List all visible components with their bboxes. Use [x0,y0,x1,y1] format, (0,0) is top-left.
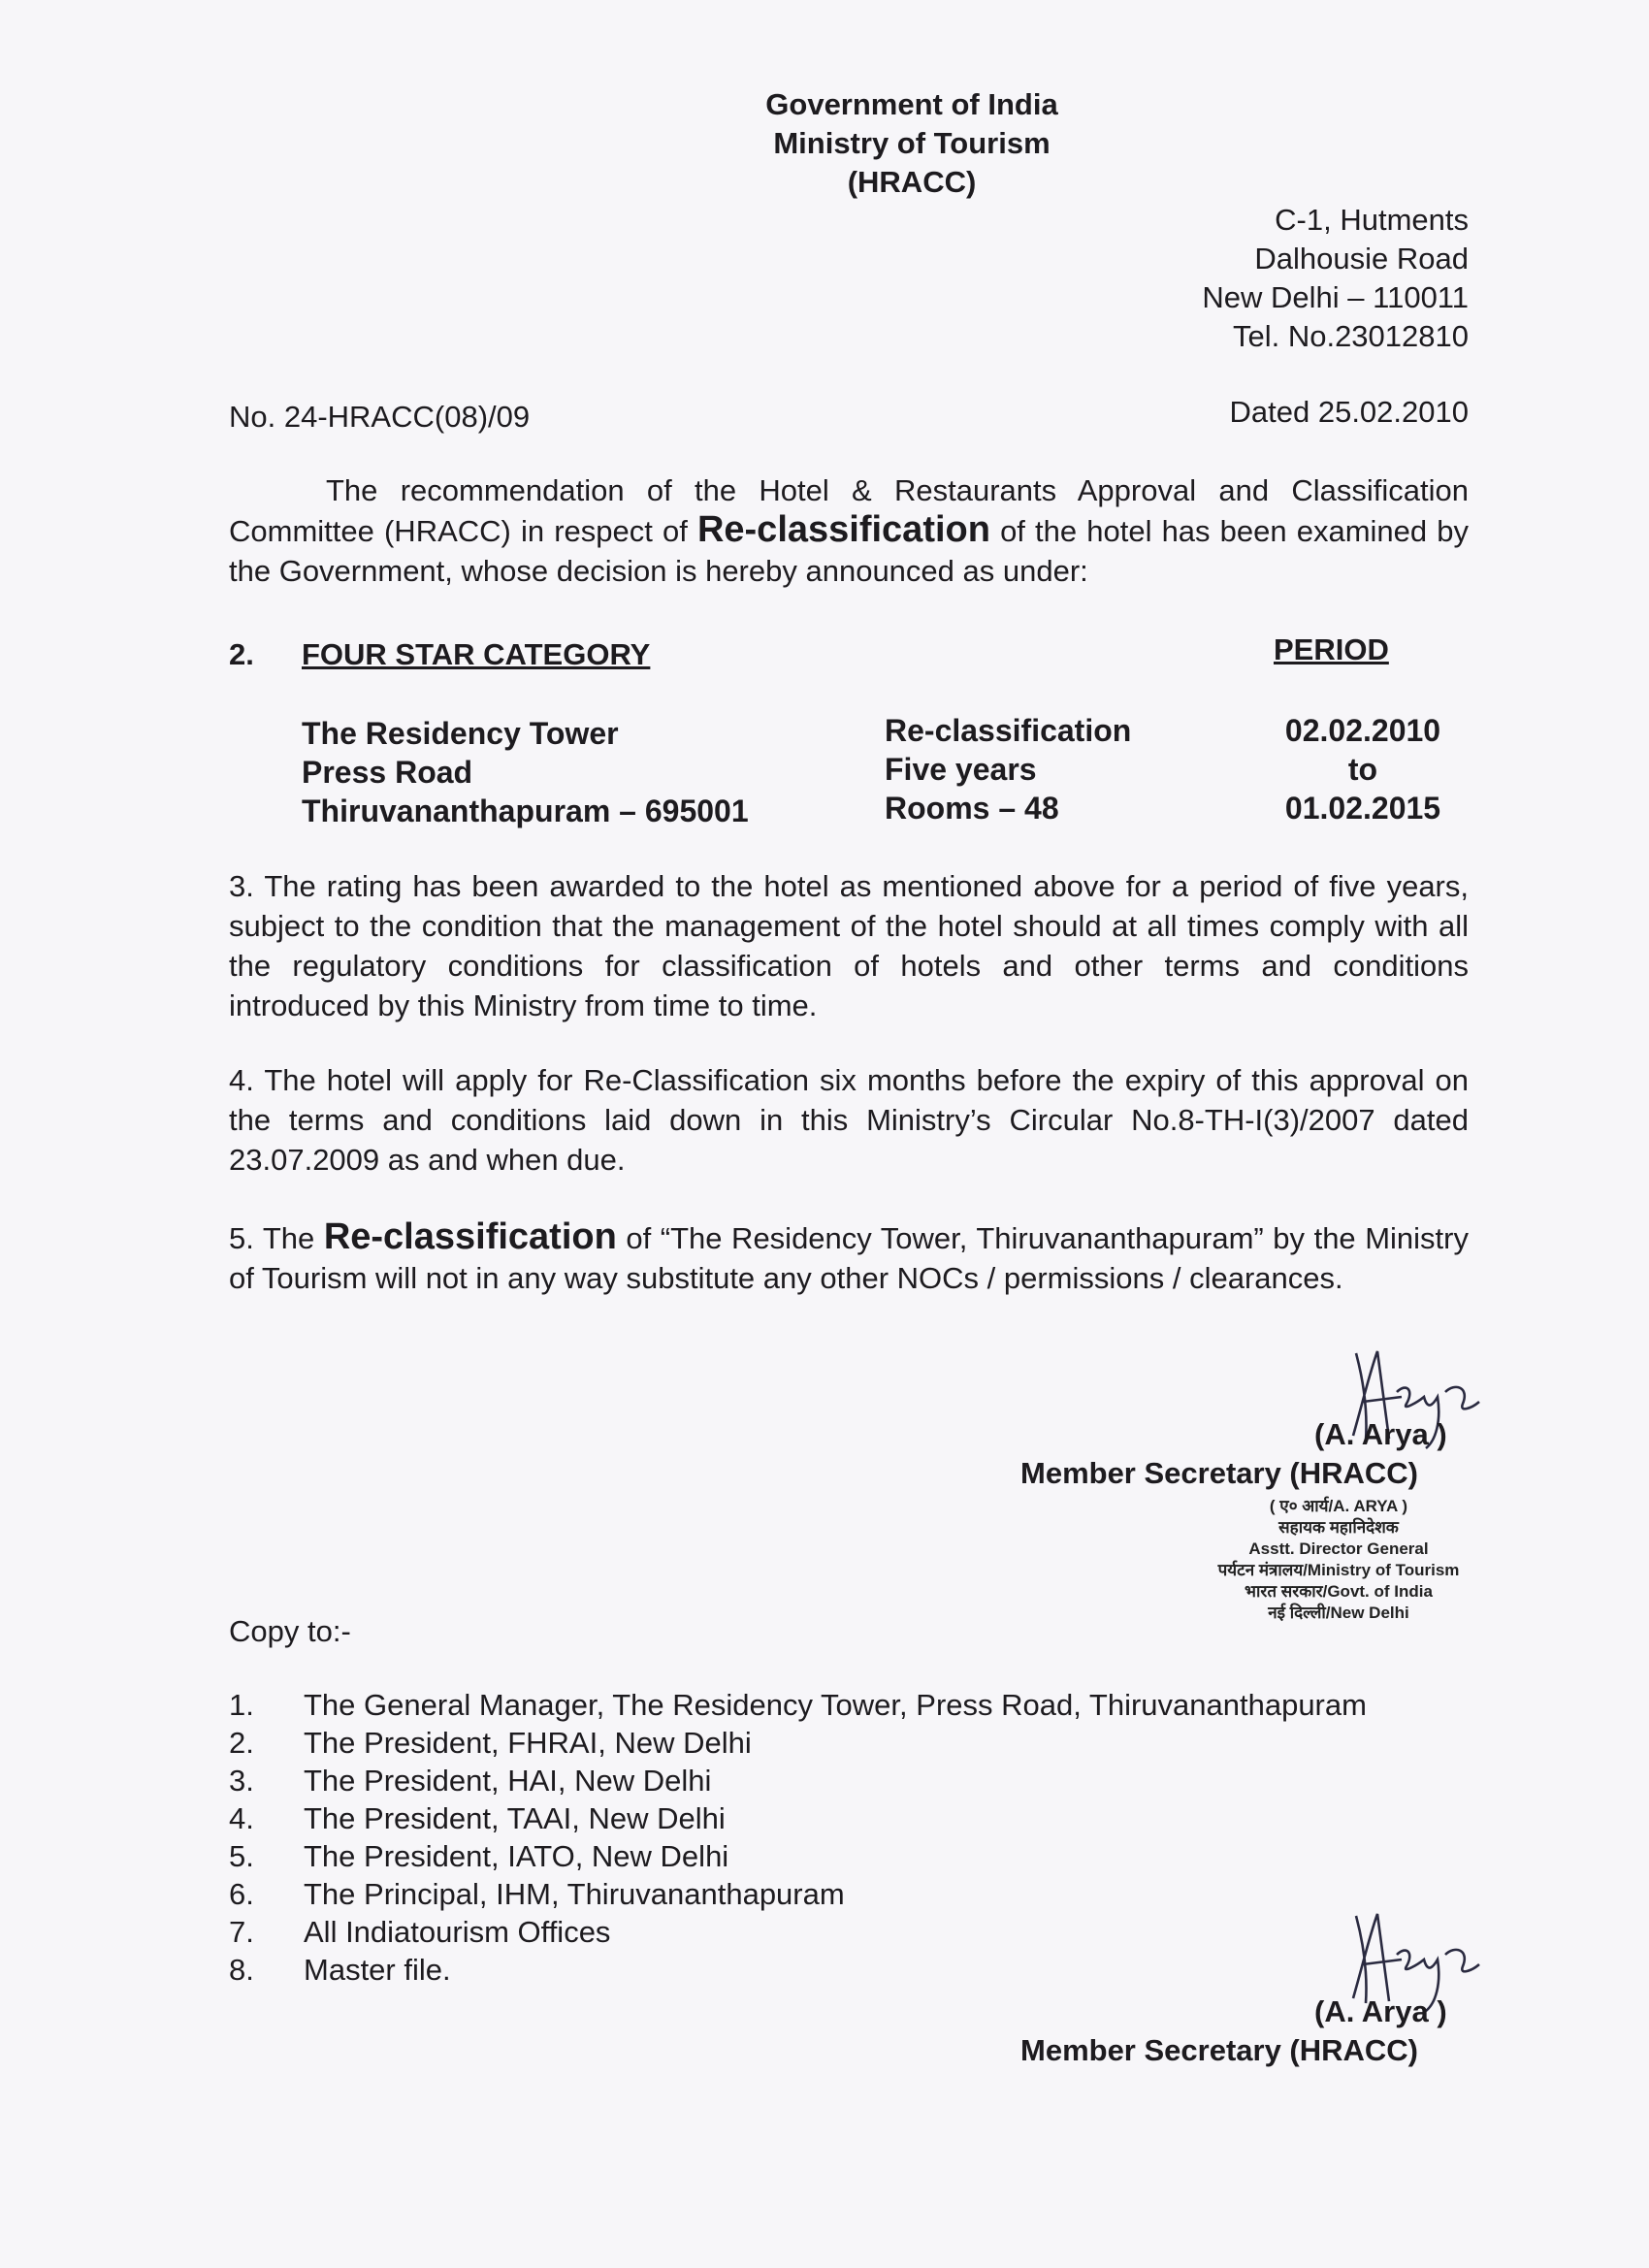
official-stamp [1154,1496,1523,1624]
list-item-text: All Indiatourism Offices [304,1915,611,1949]
address-line-1: C-1, Hutments [1275,203,1469,237]
intro-paragraph [229,470,1469,591]
list-item-number: 3. [229,1764,254,1798]
list-item-text: The General Manager, The Residency Tower, Press Road, Thiruvananthapuram [304,1688,1367,1722]
hotel-name: The Residency Tower [302,716,619,751]
address-line-3: New Delhi – 110011 [1202,280,1469,314]
classification-duration: Five years [885,752,1037,787]
list-item [229,1837,1367,1875]
period-to: to [1347,752,1378,787]
header-ministry: Ministry of Tourism [773,126,1051,160]
signature-1-name: (A. Arya ) [1314,1417,1447,1451]
paragraph-4: 4. The hotel will apply for Re-Classification six months before the expiry of this approval on the terms and conditions laid down in this Ministry’s Circular No.8-TH-I(3)/2007 dated 23.07.2009 as and when due. [229,1063,1469,1177]
classification-type: Re-classification [885,713,1132,748]
section-2-category: FOUR STAR CATEGORY [302,637,651,671]
copy-to-list [229,1686,1367,1989]
paragraph-3: 3. The rating has been awarded to the hotel as mentioned above for a period of five years, subject to the condition that the management of the hotel should at all times comply with all the regulatory conditions for classification of hotels and other terms and conditions introduced by this Ministry from time to time. [229,869,1469,1022]
list-item-text: The Principal, IHM, Thiruvananthapuram [304,1877,845,1911]
letter-date: Dated 25.02.2010 [1229,395,1469,429]
stamp-line-4: पर्यटन मंत्रालय/Ministry of Tourism [1217,1561,1460,1579]
header-committee: (HRACC) [847,165,977,199]
signature-2-name: (A. Arya ) [1314,1994,1447,2028]
signature-1-title: Member Secretary (HRACC) [1020,1456,1419,1490]
signature-2-title: Member Secretary (HRACC) [1020,2033,1419,2067]
list-item-text: The President, FHRAI, New Delhi [304,1726,752,1760]
period-start: 02.02.2010 [1284,713,1441,748]
hotel-city: Thiruvananthapuram – 695001 [302,794,749,828]
address-line-2: Dalhousie Road [1254,242,1469,275]
list-item-text: The President, HAI, New Delhi [304,1764,712,1798]
paragraph-5-suffix: of “The Residency Tower, Thiruvananthapuram” by the Ministry of Tourism will not in any way substitute any other NOCs / permissions / clearances. [229,1221,1469,1295]
list-item-number: 1. [229,1688,254,1722]
list-item-number: 6. [229,1877,254,1911]
intro-text-1: The recommendation of the Hotel & Restaurants Approval and Classification Committee (HRACC) in respect of [229,473,1469,548]
stamp-line-5: भारत सरकार/Govt. of India [1245,1582,1433,1601]
intro-text-2: of the hotel has been examined by the Government, whose decision is hereby announced as under: [229,514,1470,588]
list-item-number: 4. [229,1801,254,1835]
reference-number: No. 24-HRACC(08)/09 [229,400,531,434]
intro-emphasis: Re-classification [696,509,990,550]
paragraph-5-emphasis: Re-classification [323,1216,617,1257]
period-end: 01.02.2015 [1284,791,1441,826]
list-item [229,1762,1367,1799]
paragraph-5-prefix: 5. The [229,1221,324,1255]
copy-to-label: Copy to:- [229,1614,351,1648]
list-item [229,1951,1367,1989]
list-item [229,1875,1367,1913]
stamp-line-6: नई दिल्ली/New Delhi [1268,1604,1409,1622]
stamp-line-3: Asstt. Director General [1248,1539,1429,1558]
list-item-text: Master file. [304,1953,451,1987]
header-government: Government of India [765,87,1058,121]
hotel-street: Press Road [302,755,473,790]
section-2-period-label: PERIOD [1274,632,1389,666]
list-item-number: 8. [229,1953,254,1987]
list-item-text: The President, IATO, New Delhi [304,1839,729,1873]
list-item-number: 7. [229,1915,254,1949]
list-item [229,1724,1367,1762]
list-item [229,1686,1367,1724]
list-item [229,1913,1367,1951]
paragraph-5 [229,1217,1469,1298]
address-telephone: Tel. No.23012810 [1232,319,1469,353]
stamp-line-1: ( ए० आर्य/A. ARYA ) [1269,1497,1408,1515]
list-item-number: 5. [229,1839,254,1873]
section-2-number: 2. [229,637,254,671]
list-item [229,1799,1367,1837]
stamp-line-2: सहायक महानिदेशक [1278,1518,1399,1537]
list-item-number: 2. [229,1726,254,1760]
classification-rooms: Rooms – 48 [885,791,1059,826]
list-item-text: The President, TAAI, New Delhi [304,1801,726,1835]
